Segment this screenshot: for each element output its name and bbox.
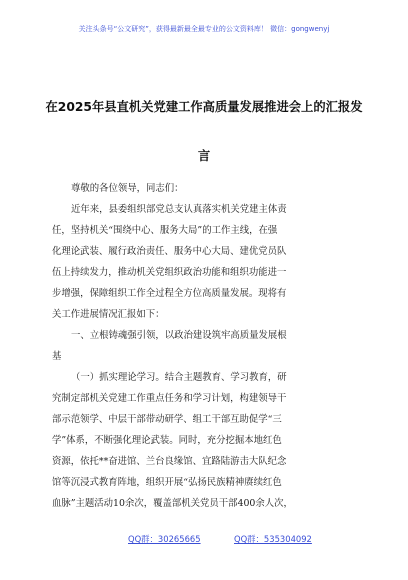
header-banner: 关注头条号“公文研究”，获得最新最全最专业的公文资料库！ 微信：gongwenyj <box>78 25 330 33</box>
paragraph-line: 馆等沉浸式教育阵地，组织开展“弘扬民族精神赓续红色 <box>52 477 282 488</box>
paragraph-line: 伍上持续发力，推动机关党组织政治功能和组织功能进一 <box>52 267 287 278</box>
footer-qq-link-1[interactable]: QQ群：30265665 <box>128 534 201 544</box>
salutation: 尊敬的各位领导，同志们： <box>71 183 184 194</box>
section-heading-cont: 基 <box>52 351 62 362</box>
paragraph-line: 血脉”主题活动10余次，覆盖部机关党员干部400余人次， <box>52 498 293 509</box>
paragraph-line: （一）抓实理论学习。结合主题教育、学习教育，研 <box>71 372 287 383</box>
paragraph-line: 近年来，县委组织部党总支认真落实机关党建主体责 <box>71 204 287 215</box>
document-title-line-1: 在2025年县直机关党建工作高质量发展推进会上的汇报发 <box>45 100 363 114</box>
paragraph-line: 步增强，保障组织工作全过程全方位高质量发展。现将有 <box>52 288 287 299</box>
paragraph-line: 化理论武装、履行政治责任、服务中心大局、建优党员队 <box>52 246 287 257</box>
document-body <box>52 178 372 514</box>
paragraph-line: 资源，依托**奋进馆、兰台良缘馆、宜路陆游击大队纪念 <box>52 456 287 467</box>
section-heading: 一、立根铸魂强引领，以政治建设筑牢高质量发展根 <box>71 330 287 341</box>
footer-qq-link-2[interactable]: QQ群：535304092 <box>234 534 312 544</box>
paragraph-line: 关工作进展情况汇报如下： <box>52 309 165 320</box>
paragraph-line: 究制定部机关党建工作重点任务和学习计划，构建领导干 <box>52 393 287 404</box>
paragraph-line: 学”体系，不断强化理论武装。同时，充分挖掘本地红色 <box>52 435 282 446</box>
document-title-line-2: 言 <box>197 149 211 163</box>
paragraph-line: 任，坚持机关“围绕中心、服务大局”的工作主线，在强 <box>52 225 278 236</box>
paragraph-line: 部示范领学、中层干部带动研学、组工干部互助促学“三 <box>52 414 282 425</box>
